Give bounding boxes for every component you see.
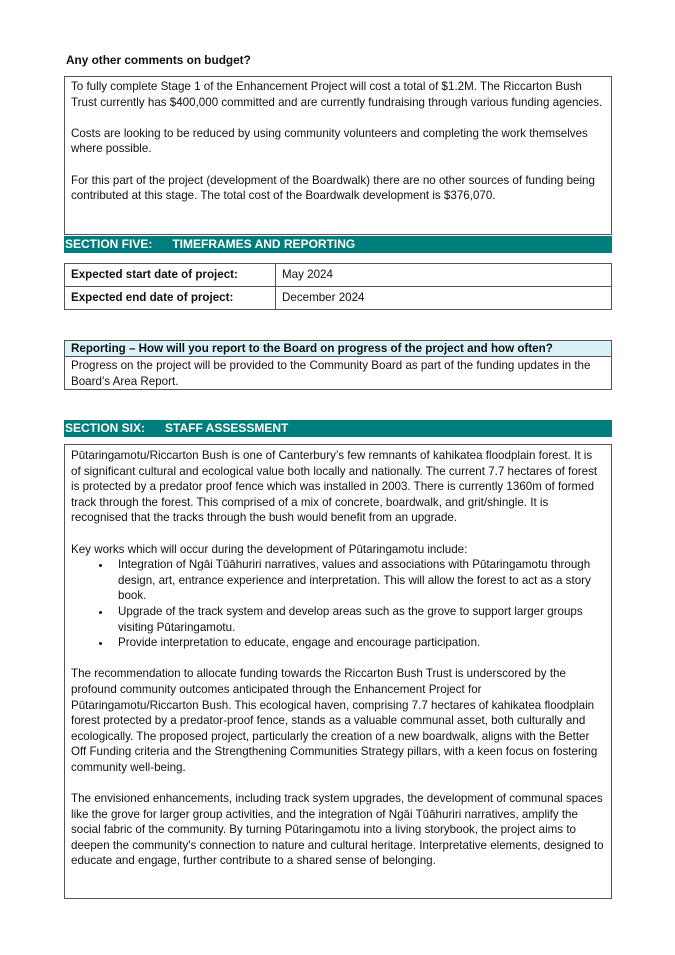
budget-paragraph: To fully complete Stage 1 of the Enhancement Project will cost a total of $1.2M. The Riccarton Bush Trust currently has $400,000 committed and are currently fundraising through various funding agencies.	[71, 80, 603, 109]
key-works-list	[71, 557, 605, 651]
start-date-value: May 2024	[276, 264, 612, 287]
reporting-question: Reporting – How will you report to the Board on progress of the project and how often?	[64, 340, 612, 357]
staff-assessment-box	[64, 444, 612, 899]
end-date-value: December 2024	[276, 287, 612, 310]
reporting-answer: Progress on the project will be provided to the Community Board as part of the funding updates in the Board’s Area Report.	[64, 356, 612, 390]
table-row	[65, 264, 612, 287]
budget-comments-box	[64, 76, 612, 235]
staff-intro: Pūtaringamotu/Riccarton Bush is one of Canterbury’s few remnants of kahikatea floodplain forest. It is of significant cultural and ecological value both locally and nationally. The current 7.7 hectares of forest is protected by a predator proof fence which was installed in 2003. There is currently 1360m of formed track through the forest. This comprised of a mix of concrete, boardwalk, and grit/shingle. It is recognised that the tracks through the bush would benefit from an upgrade.	[71, 449, 598, 525]
list-item: • Upgrade of the track system and develop areas such as the grove to support larger groups visiting Pūtaringamotu.	[112, 604, 605, 635]
recommendation-paragraph: The recommendation to allocate funding towards the Riccarton Bush Trust is underscored by the profound community outcomes anticipated through the Enhancement Project for Pūtaringamotu/Riccarton Bush. This ecological haven, comprising 7.7 hectares of kahikatea floodplain forest protected by a predator-proof fence, stands as a valuable communal asset, both culturally and ecologically. The proposed project, particularly the creation of a new boardwalk, aligns with the Better Off Funding criteria and the Strengthening Communities Strategy pillars, with a keen focus on fostering community well-being.	[71, 667, 598, 774]
budget-paragraph: For this part of the project (development of the Boardwalk) there are no other sources of funding being contributed at this stage. The total cost of the Boardwalk development is $376,070.	[71, 173, 595, 203]
budget-paragraph: Costs are looking to be reduced by using community volunteers and completing the work themselves where possible.	[71, 126, 588, 156]
list-item: • Integration of Ngāi Tūāhuriri narratives, values and associations with Pūtaringamotu through design, art, entrance experience and interpretation. This will allow the forest to act as a story book.	[112, 557, 605, 604]
list-item: • Provide interpretation to educate, engage and encourage participation.	[112, 635, 605, 651]
section-five-heading: SECTION FIVE: TIMEFRAMES AND REPORTING	[64, 236, 612, 253]
timeframes-table	[64, 263, 612, 310]
key-works-intro: Key works which will occur during the development of Pūtaringamotu include:	[71, 542, 468, 556]
end-date-label: Expected end date of project:	[65, 287, 276, 310]
enhancements-paragraph: The envisioned enhancements, including track system upgrades, the development of communal spaces like the grove for larger group activities, and the integration of Ngāi Tūāhuriri narratives, amplify the social fabric of the community. By turning Pūtaringamotu into a living storybook, the project aims to deepen the community's connection to nature and cultural heritage. Interpretative elements, designed to educate and engage, further contribute to a shared sense of belonging.	[71, 792, 604, 868]
budget-question: Any other comments on budget?	[66, 53, 251, 67]
start-date-label: Expected start date of project:	[65, 264, 276, 287]
section-six-heading: SECTION SIX: STAFF ASSESSMENT	[64, 420, 612, 437]
table-row	[65, 287, 612, 310]
